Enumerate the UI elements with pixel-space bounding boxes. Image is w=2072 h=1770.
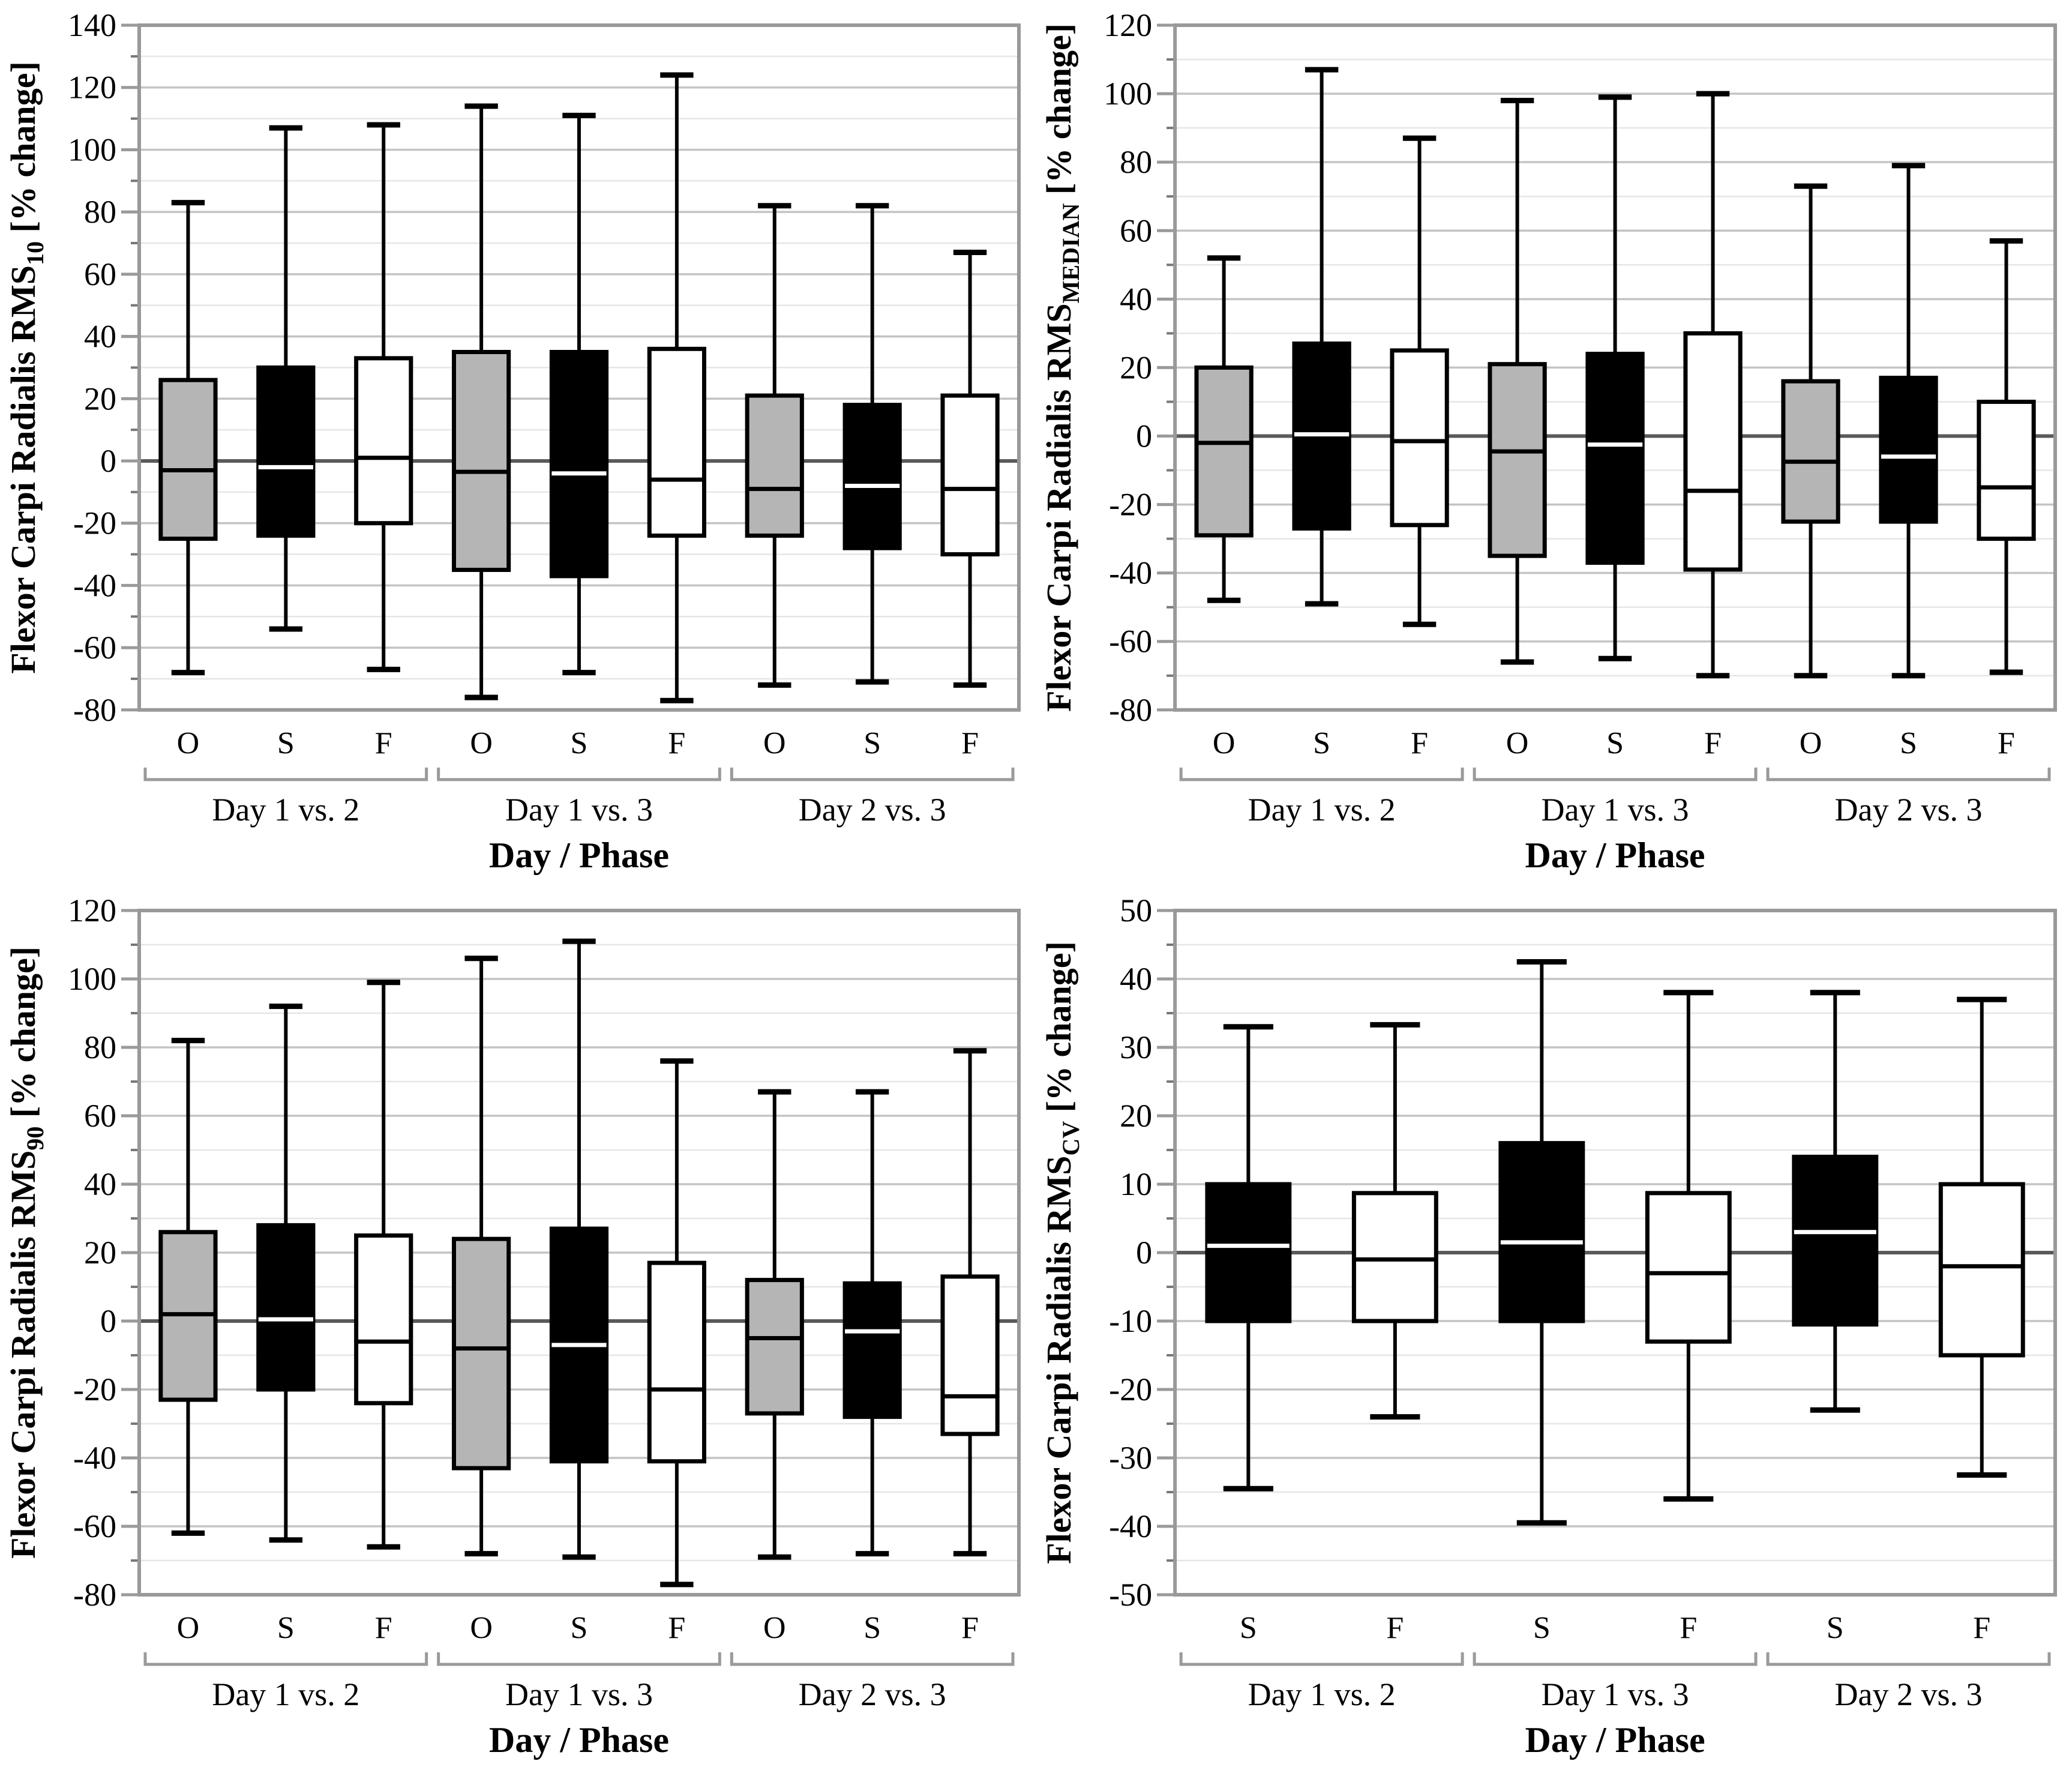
y-tick-label: 0 xyxy=(1136,418,1153,454)
y-tick-label: -30 xyxy=(1109,1440,1153,1476)
phase-label: S xyxy=(863,726,881,760)
y-tick-label: 60 xyxy=(1120,212,1153,249)
group-label: Day 1 vs. 3 xyxy=(505,791,653,828)
iqr-box xyxy=(845,405,899,549)
gridlines xyxy=(1175,911,2055,1595)
iqr-box xyxy=(943,396,997,554)
iqr-box xyxy=(649,1263,704,1461)
iqr-box xyxy=(747,1280,802,1413)
iqr-box xyxy=(1197,367,1251,535)
iqr-box xyxy=(259,1225,313,1389)
chart-rms-cv xyxy=(1036,885,2072,1770)
phase-label: F xyxy=(961,726,979,760)
iqr-box xyxy=(649,349,704,535)
y-tick-label: 100 xyxy=(68,131,117,168)
iqr-box xyxy=(1647,1193,1729,1341)
y-tick-label: 0 xyxy=(100,442,116,479)
y-tick-label: 80 xyxy=(84,194,116,230)
y-tick-label: 100 xyxy=(68,961,116,997)
y-tick-label: -80 xyxy=(1109,691,1153,728)
phase-label: F xyxy=(1386,1611,1404,1645)
y-tick-label: -40 xyxy=(1109,555,1153,591)
phase-label: F xyxy=(374,1611,392,1645)
y-tick-label: 120 xyxy=(68,893,116,929)
phase-label: F xyxy=(668,726,686,760)
phase-label: F xyxy=(1704,726,1722,760)
y-tick-label: 40 xyxy=(84,318,116,355)
iqr-box xyxy=(1794,1157,1876,1324)
x-axis-title: Day / Phase xyxy=(1525,835,1705,875)
iqr-box xyxy=(1501,1143,1583,1321)
phase-label: O xyxy=(1506,726,1529,760)
group-label: Day 1 vs. 2 xyxy=(212,791,360,828)
iqr-box xyxy=(943,1277,997,1434)
y-tick-label: 60 xyxy=(84,1098,116,1134)
y-tick-label: 120 xyxy=(1104,7,1153,44)
group-label: Day 1 vs. 2 xyxy=(212,1676,360,1712)
y-tick-label: 20 xyxy=(84,1235,116,1271)
y-tick-label: 20 xyxy=(1120,349,1153,386)
phase-label: O xyxy=(470,726,493,760)
phase-label: S xyxy=(1900,726,1917,760)
group-label: Day 1 vs. 3 xyxy=(1541,1676,1689,1712)
chart-rms10 xyxy=(0,0,1036,885)
phase-label: S xyxy=(863,1611,881,1645)
y-tick-label: 0 xyxy=(1136,1235,1153,1271)
chart-rms-median xyxy=(1036,0,2072,885)
group-label: Day 1 vs. 3 xyxy=(1541,791,1689,828)
y-tick-label: -20 xyxy=(1109,1371,1153,1407)
chart-rms90 xyxy=(0,885,1036,1770)
y-tick-label: -60 xyxy=(1109,623,1153,660)
y-tick-label: -60 xyxy=(73,1508,116,1544)
y-tick-label: -20 xyxy=(73,505,117,541)
phase-label: S xyxy=(277,726,295,760)
y-tick-label: -50 xyxy=(1109,1577,1153,1613)
phase-label: S xyxy=(570,1611,588,1645)
iqr-box xyxy=(1941,1184,2023,1355)
y-tick-label: -10 xyxy=(1109,1303,1153,1339)
phase-label: S xyxy=(1239,1611,1257,1645)
y-tick-label: 100 xyxy=(1104,76,1153,112)
y-tick-label: -40 xyxy=(73,567,117,604)
boxplot-svg-rms-cv xyxy=(1036,885,2072,1770)
group-label: Day 1 vs. 2 xyxy=(1248,791,1396,828)
phase-label: O xyxy=(1212,726,1236,760)
chart-background xyxy=(1036,885,2072,1770)
phase-label: S xyxy=(1313,726,1331,760)
group-label: Day 2 vs. 3 xyxy=(1834,1676,1983,1712)
y-axis-title: Flexor Carpi Radialis $RMS_{MEDIAN}$ [% change] xyxy=(1039,23,1085,712)
iqr-box xyxy=(1686,333,1740,570)
phase-label: F xyxy=(668,1611,686,1645)
y-tick-label: 120 xyxy=(68,69,117,106)
group-label: Day 1 vs. 2 xyxy=(1248,1676,1396,1712)
y-tick-label: 20 xyxy=(84,381,116,417)
phase-label: F xyxy=(961,1611,979,1645)
y-tick-label: 30 xyxy=(1120,1029,1153,1065)
phase-label: O xyxy=(763,1611,786,1645)
y-tick-label: -80 xyxy=(73,691,117,728)
y-tick-label: -40 xyxy=(73,1440,116,1476)
phase-label: S xyxy=(1606,726,1624,760)
phase-label: O xyxy=(176,1611,200,1645)
iqr-box xyxy=(1783,381,1838,522)
y-tick-label: -20 xyxy=(1109,486,1153,523)
y-tick-label: -80 xyxy=(73,1577,116,1613)
phase-label: O xyxy=(176,726,200,760)
y-tick-label: 10 xyxy=(1120,1166,1153,1202)
boxplot-svg-rms90 xyxy=(0,885,1036,1770)
y-axis-title: Flexor Carpi Radialis $RMS_{10}$ [% change] xyxy=(4,61,49,674)
phase-label: F xyxy=(1411,726,1429,760)
y-tick-label: 80 xyxy=(1120,144,1153,181)
phase-label: O xyxy=(763,726,786,760)
iqr-box xyxy=(845,1283,899,1416)
phase-label: S xyxy=(1826,1611,1844,1645)
group-label: Day 2 vs. 3 xyxy=(798,1676,946,1712)
y-tick-label: 50 xyxy=(1120,893,1153,929)
y-tick-label: 40 xyxy=(84,1166,116,1202)
group-label: Day 2 vs. 3 xyxy=(798,791,946,828)
y-tick-label: 60 xyxy=(84,256,116,292)
iqr-box xyxy=(1490,364,1545,556)
iqr-box xyxy=(1354,1193,1436,1321)
phase-label: F xyxy=(1973,1611,1991,1645)
iqr-box xyxy=(1881,378,1936,522)
phase-label: S xyxy=(570,726,588,760)
iqr-box xyxy=(1979,402,2034,538)
x-axis-title: Day / Phase xyxy=(1525,1720,1705,1760)
group-label: Day 2 vs. 3 xyxy=(1834,791,1983,828)
phase-label: O xyxy=(470,1611,493,1645)
y-tick-label: -20 xyxy=(73,1371,116,1407)
iqr-box xyxy=(1588,354,1642,563)
iqr-box xyxy=(356,1236,411,1403)
y-tick-label: 80 xyxy=(84,1029,116,1065)
phase-label: F xyxy=(374,726,392,760)
iqr-box xyxy=(259,367,313,535)
y-axis-title: Flexor Carpi Radialis $RMS_{90}$ [% change] xyxy=(4,946,49,1559)
y-tick-label: 40 xyxy=(1120,281,1153,318)
boxplot-svg-rms-median xyxy=(1036,0,2072,885)
y-axis-title: Flexor Carpi Radialis $RMS_{CV}$ [% change] xyxy=(1039,941,1085,1564)
iqr-box xyxy=(1392,351,1447,525)
boxplot-svg-rms10 xyxy=(0,0,1036,885)
y-tick-label: 40 xyxy=(1120,961,1153,997)
y-tick-label: 140 xyxy=(68,7,117,44)
y-tick-label: -40 xyxy=(1109,1508,1153,1544)
x-axis-title: Day / Phase xyxy=(489,1720,669,1760)
y-tick-label: 20 xyxy=(1120,1098,1153,1134)
group-label: Day 1 vs. 3 xyxy=(505,1676,653,1712)
y-tick-label: -60 xyxy=(73,630,117,666)
phase-label: F xyxy=(1998,726,2015,760)
iqr-box xyxy=(747,396,802,535)
iqr-box xyxy=(454,352,509,570)
phase-label: S xyxy=(277,1611,295,1645)
iqr-box xyxy=(454,1239,509,1468)
iqr-box xyxy=(161,380,215,538)
iqr-box xyxy=(356,358,411,523)
iqr-box xyxy=(1207,1184,1290,1321)
phase-label: F xyxy=(1680,1611,1698,1645)
x-axis-title: Day / Phase xyxy=(489,835,669,875)
iqr-box xyxy=(551,352,606,576)
phase-label: S xyxy=(1533,1611,1551,1645)
y-tick-label: 0 xyxy=(100,1303,116,1339)
phase-label: O xyxy=(1799,726,1822,760)
